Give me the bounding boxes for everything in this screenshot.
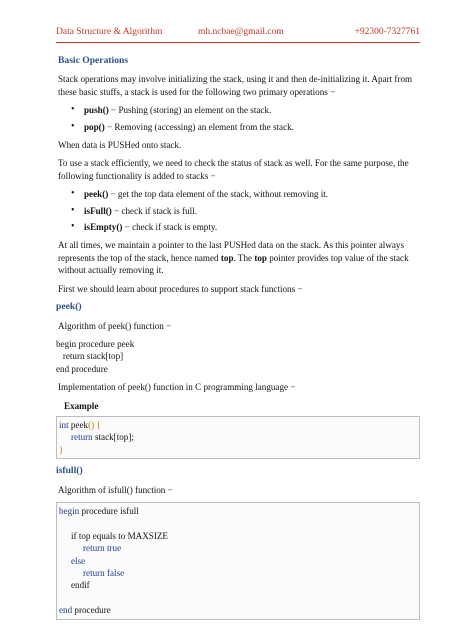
code-line: if top equals to MAXSIZE	[71, 530, 168, 541]
header-divider	[56, 42, 420, 43]
header-course-title: Data Structure & Algorithm	[56, 27, 163, 37]
procedures-intro: First we should learn about procedures to support stack functions −	[58, 283, 303, 294]
code-text: stack[top];	[92, 432, 134, 443]
code-line	[59, 517, 415, 529]
code-line: endif	[71, 580, 90, 591]
list-item	[84, 205, 420, 217]
code-text: procedure isfull	[79, 505, 139, 516]
top-keyword: top	[220, 252, 234, 263]
op-desc: − check if stack is empty.	[122, 222, 218, 233]
op-desc: − Pushing (storing) an element on the stack.	[108, 105, 272, 116]
op-name: pop()	[84, 121, 105, 132]
section-title: Basic Operations	[58, 55, 129, 66]
primary-operations-list	[56, 104, 420, 133]
peek-impl-label: Implementation of peek() function in C programming language −	[58, 382, 296, 393]
code-keyword: begin	[59, 505, 80, 516]
efficiency-paragraph: To use a stack efficiently, we need to check the status of stack as well. For the same purpose, the following functionality is added to stacks −	[58, 158, 409, 181]
code-text: peek	[68, 419, 89, 430]
code-keyword: return	[83, 568, 105, 578]
list-item	[84, 221, 420, 233]
code-line	[59, 419, 415, 431]
pushed-note: When data is PUSHed onto stack.	[58, 140, 182, 151]
code-keyword: return	[83, 543, 105, 554]
header-phone: +92300-7327761	[354, 27, 420, 37]
extra-operations-list	[56, 188, 420, 233]
page-content	[56, 55, 420, 624]
isfull-heading: isfull()	[56, 465, 83, 477]
code-line	[59, 505, 415, 517]
code-text: procedure	[72, 605, 111, 616]
op-desc: − check if stack is full.	[111, 205, 197, 216]
list-item	[84, 104, 420, 116]
list-item	[84, 121, 420, 133]
peek-code-block	[56, 416, 420, 459]
code-line	[59, 604, 415, 616]
code-text: false	[104, 568, 125, 578]
intro-paragraph: Stack operations may involve initializing the stack, using it and then de-initializing it. Apart from these basic stuffs, a stack is used for the following two primary operations −	[58, 74, 413, 97]
code-line: begin procedure peek	[56, 338, 135, 349]
text-run: At all times, we maintain a pointer to the last PUSHed data on the stack. As this pointer always represents the top of the stack, hence named	[58, 240, 405, 263]
code-line	[59, 542, 415, 554]
peek-heading: peek()	[56, 301, 82, 313]
code-line	[59, 567, 415, 579]
header-email: mh.ncbae@gmail.com	[198, 27, 284, 37]
code-keyword: end	[59, 605, 73, 616]
code-line: return stack[top]	[56, 351, 124, 362]
op-name: isFull()	[84, 205, 112, 216]
code-text: () {	[88, 419, 101, 430]
code-line	[59, 592, 415, 604]
op-name: isEmpty()	[84, 222, 123, 233]
code-keyword: int	[59, 419, 69, 430]
code-keyword: return	[71, 432, 93, 443]
op-name: push()	[84, 105, 109, 116]
top-pointer-paragraph	[58, 239, 420, 276]
code-line: }	[59, 444, 64, 455]
top-keyword: top	[254, 252, 267, 263]
isfull-code-block	[56, 502, 420, 620]
text-run: pointer provides top value of the stack without actually removing it.	[58, 252, 409, 276]
peek-algorithm	[56, 338, 420, 375]
op-desc: − get the top data element of the stack, without removing it.	[108, 189, 329, 200]
list-item	[84, 188, 420, 200]
code-line: else	[71, 555, 86, 566]
op-name: peek()	[84, 189, 109, 200]
text-run: . The	[233, 252, 255, 263]
code-text: true	[104, 543, 122, 554]
isfull-algorithm-label: Algorithm of isfull() function −	[58, 484, 173, 495]
peek-algorithm-label: Algorithm of peek() function −	[58, 320, 172, 331]
op-desc: − Removing (accessing) an element from the stack.	[104, 121, 294, 132]
code-line	[59, 431, 415, 443]
example-label: Example	[64, 400, 99, 411]
code-line: end procedure	[56, 363, 108, 374]
page-header	[56, 27, 420, 43]
